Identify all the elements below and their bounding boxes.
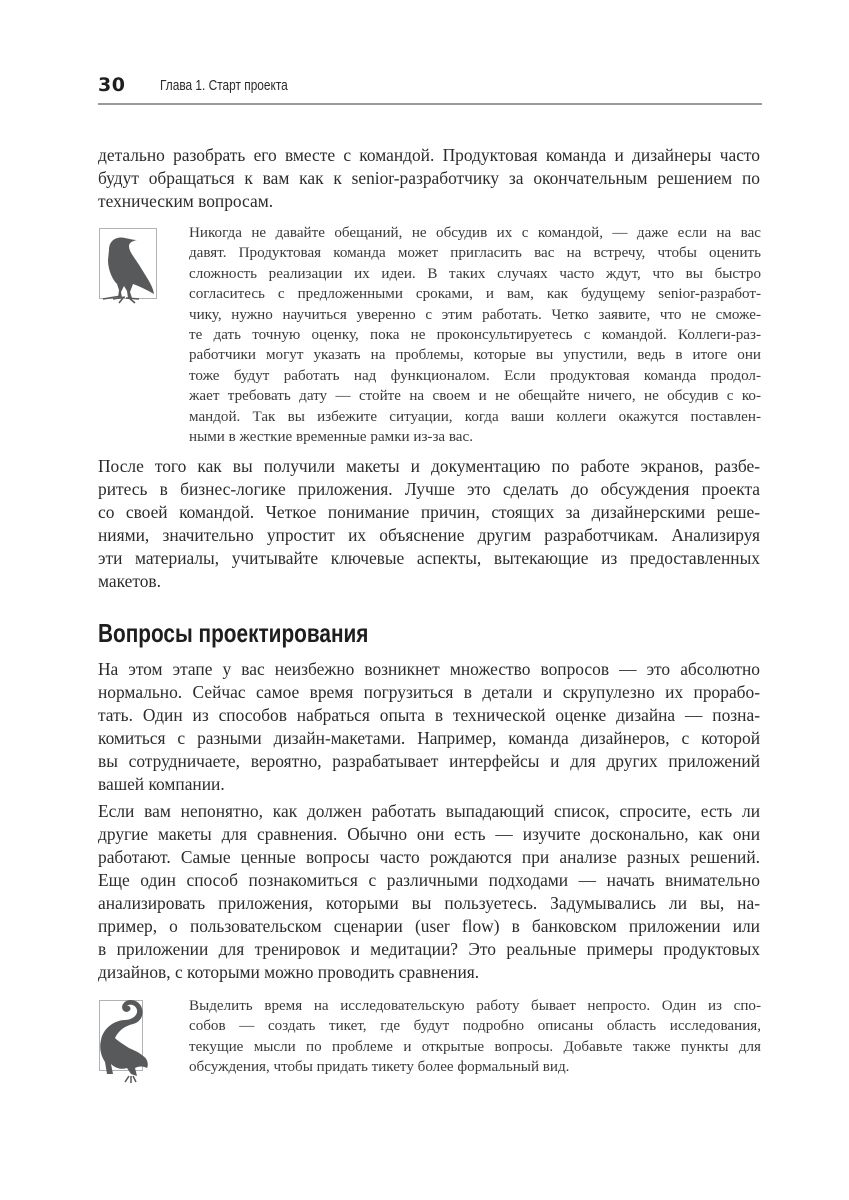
text-line: вашей компании.: [98, 774, 225, 794]
text-line: собов — создать тикет, где будут подробно описаны область исследования,: [189, 1018, 761, 1035]
text-line: эти материалы, учитывайте ключевые аспекты, вытекающие из предоставленных: [98, 548, 760, 568]
text-line: детально разобрать его вместе с командой. Продуктовая команда и дизайнеры часто: [98, 145, 760, 165]
page-number: 30: [98, 74, 126, 96]
text-line: текущие мысли по проблеме и открытые вопросы. Добавьте также пункты для: [189, 1038, 761, 1055]
header-rule: [98, 103, 762, 105]
text-line: тать. Один из способов набраться опыта в технической оценке дизайна — позна-: [98, 705, 760, 725]
text-line: анализировать приложения, которыми вы пользуетесь. Задумывались ли вы, на-: [98, 893, 760, 913]
text-line: давят. Продуктовая команда может пригласить вас на встречу, чтобы оценить: [189, 245, 761, 262]
text-line: другие макеты для сравнения. Обычно они есть — изучите досконально, как они: [98, 824, 760, 844]
paragraph: [98, 658, 760, 796]
text-line: макетов.: [98, 571, 161, 591]
note-crow-text: [189, 223, 761, 447]
text-line: обсуждения, чтобы придать тикету более формальный вид.: [189, 1059, 570, 1076]
text-line: техническим вопросам.: [98, 191, 274, 211]
text-line: ными в жесткие временные рамки из-за вас.: [189, 429, 473, 446]
text-line: ниями, значительно упростит их объяснение другим разработчикам. Анализируя: [98, 525, 760, 545]
text-line: ритесь в бизнес-логике приложения. Лучше это сделать до обсуждения проекта: [98, 479, 760, 499]
text-line: сложность реализации их идеи. В таких случаях часто ждут, что вы быстро: [189, 265, 761, 282]
lemur-icon: [93, 994, 153, 1090]
crow-icon: [99, 228, 157, 306]
text-line: Выделить время на исследовательскую работу бывает непросто. Один из спо-: [189, 998, 761, 1014]
paragraph: [98, 800, 760, 984]
text-line: тоже будут работать над функционалом. Если продуктовая команда продол-: [189, 367, 761, 384]
text-line: Никогда не давайте обещаний, не обсудив их с командой, — даже если на вас: [189, 225, 761, 241]
text-line: пример, о пользовательском сценарии (user flow) в банковском приложении или: [98, 916, 760, 936]
paragraph: [98, 455, 760, 593]
text-line: Еще один способ познакомиться с различными подходами — начать внимательно: [98, 870, 760, 890]
text-line: вы сотрудничаете, вероятно, разрабатывает интерфейсы и для других приложений: [98, 751, 760, 771]
text-line: жает требовать дату — стойте на своем и не обещайте ничего, не обсудив с ко-: [189, 388, 761, 405]
text-line: со своей командой. Четкое понимание причин, стоящих за дизайнерскими реше-: [98, 502, 760, 522]
section-heading: Вопросы проектирования: [98, 618, 369, 648]
chapter-title: Глава 1. Старт проекта: [160, 78, 288, 94]
text-line: работчики могут указать на проблемы, которые вы упустили, ведь в итоге они: [189, 347, 761, 364]
text-line: будут обращаться к вам как к senior-разработчику за окончательным решением по: [98, 168, 760, 188]
text-line: чику, нужно научиться уверенно с этим работать. Четко заявите, что не сможе-: [189, 306, 761, 323]
text-line: мандой. Так вы избежите ситуации, когда ваши коллеги окажутся поставлен-: [189, 408, 761, 425]
text-line: в приложении для тренировок и медитации? Это реальные примеры продуктовых: [98, 939, 760, 959]
text-line: нормально. Сейчас самое время погрузиться в детали и скрупулезно их прорабо-: [98, 682, 760, 702]
text-line: те дать точную оценку, пока не проконсультируетесь с командой. Коллеги-раз-: [189, 327, 761, 344]
text-line: После того как вы получили макеты и документацию по работе экранов, разбе-: [98, 456, 760, 476]
paragraph-continuation: [98, 144, 760, 213]
text-line: работают. Самые ценные вопросы часто рождаются при анализе разных решений.: [98, 847, 760, 867]
text-line: комиться с разными дизайн-макетами. Например, команда дизайнеров, с которой: [98, 728, 760, 748]
text-line: согласитесь с предложенными сроками, и вам, как будущему senior-разработ-: [189, 286, 761, 303]
text-line: Если вам непонятно, как должен работать выпадающий список, спросите, есть ли: [98, 801, 760, 821]
running-head: [98, 74, 762, 104]
text-line: На этом этапе у вас неизбежно возникнет множество вопросов — это абсолютно: [98, 659, 760, 679]
text-line: дизайнов, с которыми можно проводить сравнения.: [98, 962, 480, 982]
note-lemur-text: [189, 996, 761, 1078]
